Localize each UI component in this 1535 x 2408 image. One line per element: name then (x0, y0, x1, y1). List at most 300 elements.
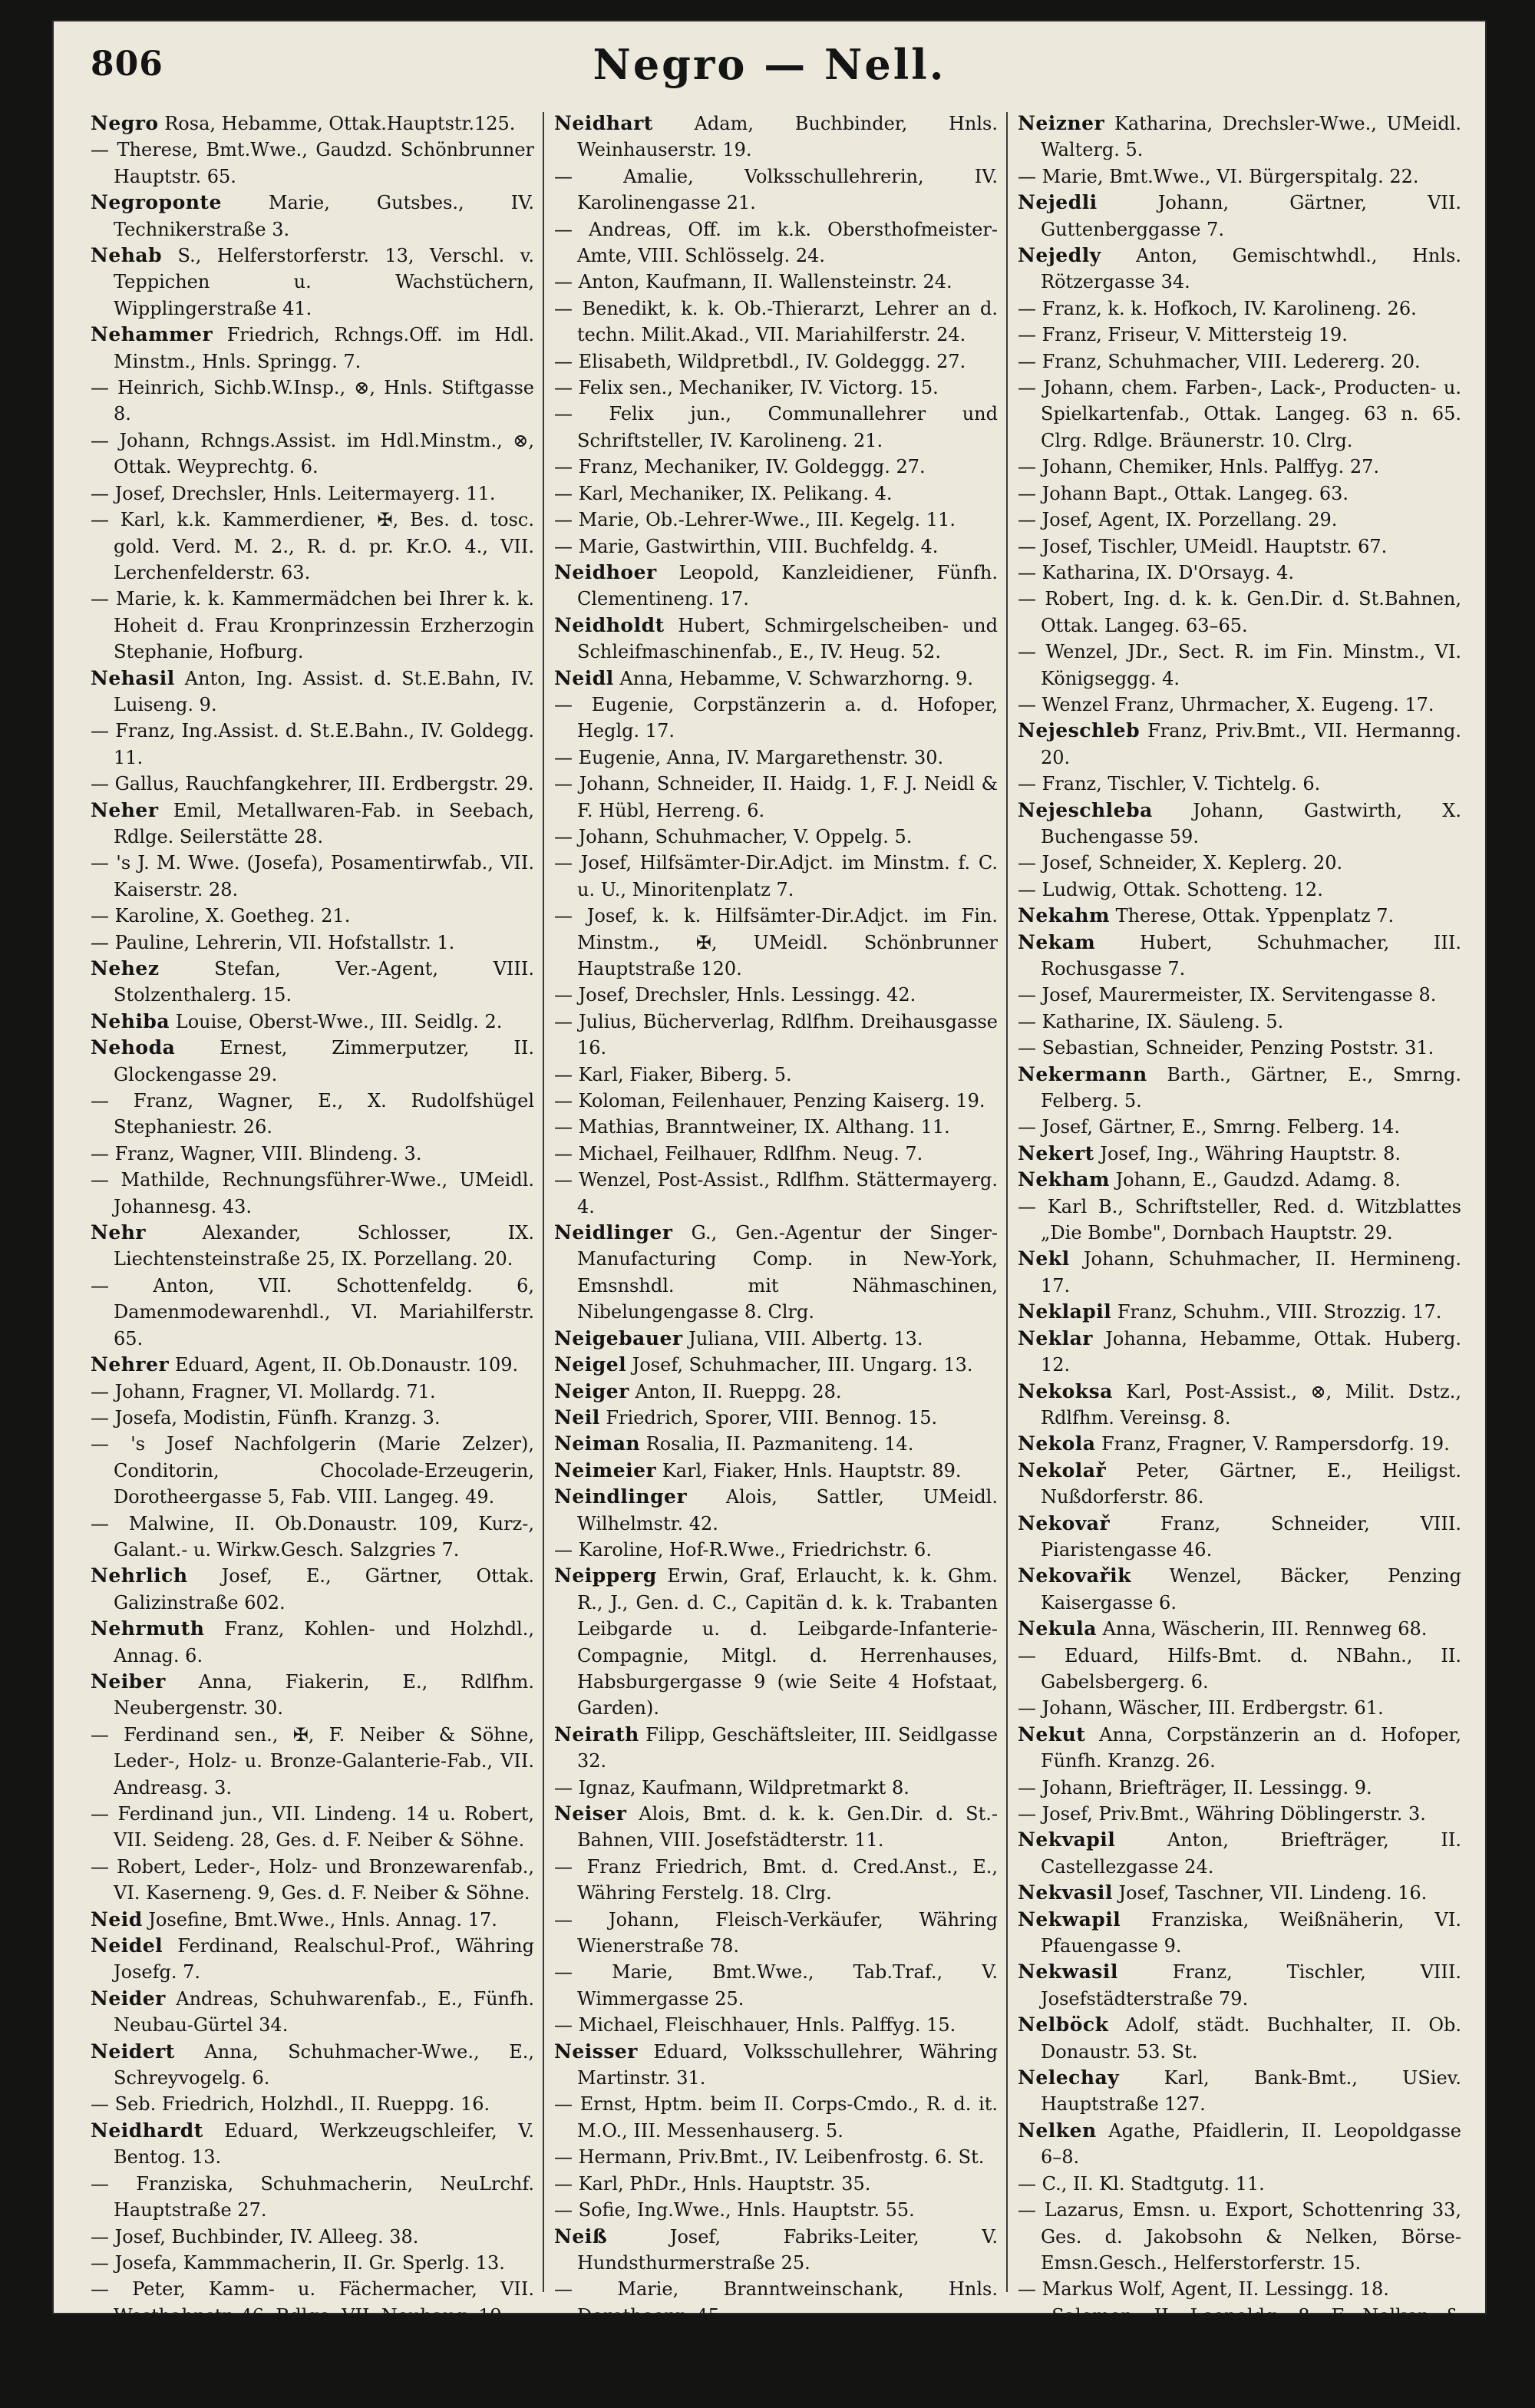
directory-entry (91, 1722, 534, 1801)
directory-entry (91, 1009, 534, 1035)
entry-text: Barth., Gärtner, E., Smrng. Felberg. 5. (1041, 1063, 1461, 1112)
directory-entry (1018, 1801, 1461, 1827)
entry-text: Johanna, Hebamme, Ottak. Huberg. 12. (1041, 1327, 1461, 1376)
directory-entry (1018, 243, 1461, 296)
directory-entry (1018, 322, 1461, 348)
directory-entry (1018, 2276, 1461, 2302)
directory-entry (1018, 1563, 1461, 1616)
entry-text: Karl, Fiaker, Hnls. Hauptstr. 89. (662, 1459, 962, 1481)
directory-entry (1018, 1880, 1461, 1906)
entry-surname: Nekermann (1018, 1062, 1147, 1085)
directory-entry (1018, 190, 1461, 243)
entry-surname: Nekahm (1018, 904, 1110, 927)
directory-entry (91, 666, 534, 718)
entry-surname: Neidhart (554, 112, 653, 134)
directory-entry (554, 2197, 998, 2223)
directory-entry (554, 1775, 998, 1801)
directory-entry (554, 1114, 998, 1140)
directory-entry (554, 666, 998, 692)
entry-text: Eduard, Werkzeugschleifer, V. Bentog. 13. (114, 2119, 534, 2169)
entry-text: Josef, Fabriks-Leiter, V. Hundsthurmerstraße 25. (577, 2225, 998, 2274)
directory-entry (91, 1379, 534, 1405)
directory-entry (1018, 1827, 1461, 1880)
directory-entry (1018, 111, 1461, 164)
entry-text: Anna, Wäscherin, III. Rennweg 68. (1102, 1618, 1428, 1640)
entry-text: Johann, E., Gaudzd. Adamg. 8. (1115, 1169, 1401, 1191)
entry-text: — Josef, Tischler, UMeidl. Hauptstr. 67. (1018, 535, 1388, 557)
entry-surname: Neidhoer (554, 560, 657, 583)
directory-entry (1018, 877, 1461, 903)
directory-entry (1018, 1907, 1461, 1960)
entry-text: — Josef, Drechsler, Hnls. Lessingg. 42. (554, 984, 916, 1006)
directory-entry (554, 401, 998, 454)
entry-text: Ferdinand, Realschul-Prof., Währing Josefg. 7. (114, 1935, 534, 1984)
entry-text: Franz, Schuhm., VIII. Strozzig. 17. (1117, 1301, 1442, 1323)
entry-text: Franz, Tischler, VIII. Josefstädterstraße 79. (1041, 1961, 1461, 2010)
entry-text: — Andreas, Off. im k.k. Obersthofmeister-Amte, VIII. Schlösselg. 24. (554, 218, 998, 267)
directory-entry (554, 903, 998, 982)
entry-text: Franziska, Weißnäherin, VI. Pfauengasse 9. (1041, 1908, 1461, 1957)
entry-text: Franz, Fragner, V. Rampersdorfg. 19. (1101, 1433, 1450, 1455)
directory-entry (91, 1616, 534, 1669)
entry-text: Erwin, Graf, Erlaucht, k. k. Ghm. R., J., Gen. d. C., Capitän d. k. k. Trabanten Leibgarde u. d. Leibgarde-Infanterie-Compagnie, Mitgl. d. Herrenhauses, Habsburgergasse 9 (wie Seite 4 Hofstaat, Garden). (577, 1565, 998, 1719)
directory-entry (554, 1722, 998, 1775)
directory-entry (1018, 2356, 1461, 2382)
directory-entry (1018, 1722, 1461, 1775)
entry-text: — Marie, k. k. Kammermädchen bei Ihrer k. k. Hoheit d. Frau Kronprinzessin Erzherzogin Stephanie, Hofburg. (91, 588, 534, 663)
entry-text: — Josefa, Kammmacherin, II. Gr. Sperlg. 13. (91, 2251, 505, 2274)
entry-text: — Josefa, Modistin, Fünfh. Kranzg. 3. (91, 1406, 441, 1429)
directory-entry (91, 1141, 534, 1167)
entry-text: Johann, Gärtner, VII. Guttenberggasse 7. (1041, 192, 1461, 240)
entry-text: Anton, II. Rueppg. 28. (635, 1380, 842, 1402)
entry-surname: Neil (554, 1405, 600, 1429)
entry-text: Franz, Schneider, VIII. Piaristengasse 46. (1041, 1512, 1461, 1561)
directory-entry (1018, 850, 1461, 876)
entry-text: Josef, Taschner, VII. Lindeng. 16. (1118, 1882, 1428, 1904)
directory-entry (554, 613, 998, 666)
entry-text: — Franz, Wagner, E., X. Rudolfshügel Stephaniestr. 26. (91, 1090, 534, 1138)
directory-entry (91, 322, 534, 375)
directory-entry (1018, 481, 1461, 507)
directory-entry (1018, 718, 1461, 771)
entry-text: — Mathias, Branntweiner, IX. Althang. 11. (554, 1116, 950, 1138)
entry-text: — Josef, Buchbinder, IV. Alleeg. 38. (91, 2225, 419, 2248)
directory-entry (91, 243, 534, 322)
entry-text: — Franz, Tischler, V. Tichtelg. 6. (1018, 773, 1321, 795)
entry-text: Anna, Fiakerin, E., Rdlfhm. Neubergenstr. 30. (114, 1670, 534, 1719)
entry-text: — Eugenie, Corpstänzerin a. d. Hofoper, Heglg. 17. (554, 693, 998, 742)
entry-text: — Johann, Chemiker, Hnls. Palffyg. 27. (1018, 456, 1380, 478)
entry-surname: Nehasil (91, 666, 175, 689)
directory-entry (554, 1405, 998, 1431)
entry-text: Louise, Oberst-Wwe., III. Seidlg. 2. (175, 1010, 503, 1032)
entry-surname: Nehrmuth (91, 1617, 205, 1640)
directory-entry (1018, 507, 1461, 533)
entry-text: — Karl, k.k. Kammerdiener, ✠, Bes. d. tosc. gold. Verd. M. 2., R. d. pr. Kr.O. 4., VII. Lerchenfelderstr. 63. (91, 509, 534, 583)
directory-entry (1018, 2171, 1461, 2197)
page-number: 806 (91, 45, 163, 84)
entry-text: Katharina, Drechsler-Wwe., UMeidl. Walterg. 5. (1041, 113, 1461, 161)
entry-text: — Felix sen., Mechaniker, IV. Victorg. 15. (554, 377, 939, 399)
entry-text: Alois, Bmt. d. k. k. Gen.Dir. d. St.-Bahnen, VIII. Josefstädterstr. 11. (577, 1803, 998, 1851)
entry-surname: Neiser (554, 1802, 627, 1825)
entry-surname: Nekl (1018, 1247, 1070, 1270)
directory-entry (554, 1801, 998, 1854)
entry-text: Karl, Post-Assist., ⊗, Milit. Dstz., Rdlfhm. Vereinsg. 8. (1041, 1380, 1461, 1429)
directory-entry (1018, 2118, 1461, 2171)
entry-text: Karl, Bank-Bmt., USiev. Hauptstraße 127. (1041, 2067, 1461, 2116)
entry-surname: Nehrlich (91, 1564, 188, 1587)
entry-text: Anton, Ing. Assist. d. St.E.Bahn, IV. Luiseng. 9. (114, 667, 534, 715)
directory-entry (91, 1088, 534, 1141)
entry-surname: Nehab (91, 244, 163, 267)
directory-entry (1018, 560, 1461, 586)
directory-entry (91, 507, 534, 586)
entry-surname: Neher (91, 798, 159, 821)
entry-text: — 's Josef Nachfolgerin (Marie Zelzer), Conditorin, Chocolade-Erzeugerin, Dorotheergasse 5, Fab. VIII. Langeg. 49. (91, 1433, 534, 1508)
entry-surname: Neiger (554, 1379, 629, 1402)
entry-surname: Nekolař (1018, 1458, 1107, 1481)
entry-text: Emil, Metallwaren-Fab. in Seebach, Rdlge. Seilerstätte 28. (114, 799, 534, 847)
directory-entry (91, 2171, 534, 2224)
directory-entry (91, 771, 534, 797)
entry-surname: Neirath (554, 1723, 639, 1746)
entry-surname: Nehez (91, 957, 160, 979)
directory-entry (554, 560, 998, 613)
entry-text: — Eugenie, Anna, IV. Margarethenstr. 30. (554, 746, 944, 768)
directory-entry (1018, 1141, 1461, 1167)
entry-text: — Karoline, X. Goetheg. 21. (91, 905, 351, 927)
directory-entry (91, 903, 534, 929)
directory-entry (91, 2118, 534, 2171)
entry-text: — Julius, Bücherverlag, Rdlfhm. Dreihausgasse 16. (554, 1010, 998, 1059)
entry-text: — Katharina, IX. D'Orsayg. 4. (1018, 561, 1294, 583)
directory-entry (554, 1009, 998, 1062)
directory-entry (91, 718, 534, 771)
entry-text: Alexander, Schlosser, IX. Liechtensteinstraße 25, IX. Porzellang. 20. (114, 1222, 534, 1270)
directory-entry (1018, 1695, 1461, 1721)
directory-entry (91, 1273, 534, 1352)
entry-text: — Wenzel Franz, Uhrmacher, X. Eugeng. 17. (1018, 693, 1434, 715)
directory-entry (91, 1669, 534, 1722)
directory-entry (1018, 1458, 1461, 1511)
entry-text: — Felix jun., Communallehrer und Schriftsteller, IV. Karolineng. 21. (554, 403, 998, 451)
directory-entry (554, 2039, 998, 2092)
entry-text: — Karl B., Schriftsteller, Red. d. Witzblattes „Die Bombe", Dornbach Hauptstr. 29. (1018, 1195, 1461, 1244)
entry-text: — Karl, Fiaker, Biberg. 5. (554, 1063, 792, 1085)
entry-text: Alois, Sattler, UMeidl. Wilhelmstr. 42. (577, 1486, 998, 1534)
directory-entry (91, 1167, 534, 1220)
entry-text: — Johann Bapt., Ottak. Langeg. 63. (1018, 482, 1348, 504)
directory-entry (1018, 533, 1461, 560)
entry-surname: Nejedli (1018, 191, 1098, 214)
entry-surname: Neindlinger (554, 1485, 688, 1508)
directory-entry (554, 692, 998, 745)
entry-surname: Nell (1018, 2383, 1064, 2406)
entry-surname: Nekola (1018, 1432, 1096, 1455)
entry-text: — 's J. M. Wwe. (Josefa), Posamentirwfab., VII. Kaiserstr. 28. (91, 852, 534, 900)
entry-text: — Taube, Confectionärin, II. Glockeng. 15. (1018, 2357, 1416, 2380)
directory-entry (91, 2091, 534, 2117)
directory-entry (554, 850, 998, 903)
entry-surname: Neigebauer (554, 1326, 683, 1349)
entry-surname: Nekvasil (1018, 1881, 1113, 1904)
entry-text: — Anton, Kaufmann, II. Wallensteinstr. 24. (554, 271, 952, 293)
entry-text: G., Gen.-Agentur der Singer-Manufacturing Comp. in New-York, Emsnshdl. mit Nähmaschinen, Nibelungengasse 8. Clrg. (577, 1222, 998, 1323)
entry-surname: Neipperg (554, 1564, 657, 1587)
directory-entry (91, 1801, 534, 1854)
directory-entry (1018, 1379, 1461, 1432)
directory-entry (91, 850, 534, 903)
entry-surname: Nekwapil (1018, 1908, 1121, 1931)
entry-text: — Elisabeth, Wildpretbdl., IV. Goldeggg. 27. (554, 350, 966, 372)
directory-entry (554, 2224, 998, 2277)
entry-text: — Johann, chem. Farben-, Lack-, Producten- u. Spielkartenfab., Ottak. Langeg. 63 n. 65. Clrg. Rdlge. Bräunerstr. 10. Clrg. (1018, 377, 1461, 451)
running-head: Negro — Nell. (593, 40, 946, 89)
page-header (54, 21, 1485, 112)
directory-entry (1018, 692, 1461, 718)
entry-surname: Nekula (1018, 1617, 1097, 1640)
directory-entry (91, 1035, 534, 1088)
entry-text: — Franz, k. k. Hofkoch, IV. Karolineng. 26. (1018, 297, 1417, 319)
directory-entry (554, 2171, 998, 2197)
entry-text: — Johann, Briefträger, II. Lessingg. 9. (1018, 1776, 1372, 1799)
entry-text: Eduard, Agent, II. Ob.Donaustr. 109. (174, 1354, 519, 1376)
entry-surname: Neidhardt (91, 2119, 203, 2142)
entry-text: Rosa, Hebamme, Ottak.Hauptstr.125. (164, 113, 516, 134)
entry-text: — Sofie, Ing.Wwe., Hnls. Hauptstr. 55. (554, 2199, 915, 2221)
directory-entry (91, 1933, 534, 1986)
directory-entry (1018, 771, 1461, 797)
entry-text: — Franz Friedrich, Bmt. d. Cred.Anst., E., Währing Ferstelg. 18. Clrg. (554, 1855, 998, 1904)
entry-text: Anna, Schuhmacher-Wwe., E., Schreyvogelg. 6. (114, 2040, 534, 2089)
entry-text: — Robert, Leder-, Holz- und Bronzewarenfab., VI. Kaserneng. 9, Ges. d. F. Neiber & Söhne. (91, 1855, 534, 1904)
entry-surname: Nekam (1018, 930, 1096, 953)
entry-surname: Nelböck (1018, 2013, 1109, 2036)
directory-entry (554, 1537, 998, 1563)
entry-text: Rosalia, II. Pazmaniteng. 14. (645, 1433, 914, 1455)
entry-text: Josef, E., Gärtner, Ottak. Galizinstraße 602. (114, 1565, 534, 1614)
directory-entry (1018, 982, 1461, 1008)
directory-entry (554, 1854, 998, 1907)
directory-entry (91, 1563, 534, 1616)
entry-surname: Nekut (1018, 1723, 1086, 1746)
directory-entry (1018, 2303, 1461, 2356)
directory-entry (1018, 2065, 1461, 2118)
directory-entry (1018, 1246, 1461, 1299)
entry-text: Marie, Gutsbes., IV. Technikerstraße 3. (114, 192, 534, 240)
directory-entry (1018, 586, 1461, 639)
directory-entry (1018, 1643, 1461, 1696)
entry-text: — Anton, VII. Schottenfeldg. 6, Damenmodewarenhdl., VI. Mariahilferstr. 65. (91, 1274, 534, 1349)
directory-entry (91, 375, 534, 428)
directory-entry (554, 1431, 998, 1457)
entry-text: — Sebastian, Schneider, Penzing Poststr. 31. (1018, 1037, 1434, 1059)
column-2 (554, 111, 998, 2353)
directory-entry (554, 269, 998, 295)
directory-entry (1018, 2382, 1461, 2408)
directory-entry (1018, 1167, 1461, 1193)
entry-text: — Franz, Friseur, V. Mittersteig 19. (1018, 324, 1348, 346)
directory-entry (1018, 1775, 1461, 1801)
directory-entry (554, 1141, 998, 1167)
entry-surname: Neizner (1018, 112, 1105, 134)
directory-entry (1018, 1431, 1461, 1457)
entry-surname: Nekovař (1018, 1511, 1111, 1534)
directory-entry (1018, 1035, 1461, 1061)
entry-surname: Nejeschleba (1018, 798, 1153, 821)
entry-text: — Josef, Drechsler, Hnls. Leitermayerg. 11. (91, 482, 496, 504)
directory-entry (554, 824, 998, 850)
directory-entry (554, 481, 998, 507)
entry-text: — Johann, Schneider, II. Haidg. 1, F. J. Neidl & F. Hübl, Herreng. 6. (554, 773, 998, 821)
directory-entry (554, 1484, 998, 1537)
directory-entry (91, 1854, 534, 1907)
entry-surname: Neiman (554, 1432, 641, 1455)
directory-entry (1018, 1616, 1461, 1642)
entry-surname: Nehoda (91, 1036, 176, 1059)
directory-entry (554, 1220, 998, 1326)
entry-surname: Neigel (554, 1353, 627, 1376)
directory-entry (1018, 639, 1461, 692)
directory-entry (554, 296, 998, 348)
entry-text: — Katharine, IX. Säuleng. 5. (1018, 1010, 1284, 1032)
directory-entry (91, 2250, 534, 2276)
directory-entry (91, 1511, 534, 1564)
entry-text: Anna, Hebamme, V. Schwarzhorng. 9. (619, 667, 974, 689)
entry-text: — Ferdinand sen., ✠, F. Neiber & Söhne, Leder-, Holz- u. Bronze-Galanterie-Fab., VII. Andreasg. 3. (91, 1723, 534, 1799)
directory-entry (91, 1986, 534, 2039)
entry-text: Hubert, Schuhmacher, III. Rochusgasse 7. (1041, 931, 1461, 979)
directory-entry (91, 190, 534, 243)
entry-text: Franz, Priv.Bmt., VII. Hermanng. 20. (1041, 720, 1461, 768)
entry-text: — Malwine, II. Ob.Donaustr. 109, Kurz-, Galant.- u. Wirkw.Gesch. Salzgries 7. (91, 1512, 534, 1561)
directory-entry (1018, 348, 1461, 375)
entry-text: — Eduard, Hilfs-Bmt. d. NBahn., II. Gabelsbergerg. 6. (1018, 1644, 1461, 1693)
entry-text: Ernest, Zimmerputzer, II. Glockengasse 29. (114, 1037, 534, 1085)
directory-entry (1018, 903, 1461, 929)
directory-entry (1018, 2197, 1461, 2276)
directory-entry (91, 798, 534, 851)
directory-entry (554, 375, 998, 401)
entry-text: — Hermann, Priv.Bmt., IV. Leibenfrostg. 6. St. (554, 2146, 985, 2169)
entry-surname: Neid (91, 1908, 143, 1931)
directory-entry (1018, 164, 1461, 190)
entry-text: Alex., Teppichmonteur, Salzgries 23. (1069, 2383, 1411, 2406)
entry-text: — Ernst, Hptm. beim II. Corps-Cmdo., R. d. it. M.O., III. Messenhauserg. 5. (554, 2093, 998, 2142)
entry-text: — Josef, Priv.Bmt., Währing Döblingerstr. 3. (1018, 1803, 1426, 1825)
entry-text: — Salomon, II. Leopoldg. 8, F. Nelken & Necheles, Pfaidler, II. Lilienbrunng. 5. (1018, 2304, 1461, 2353)
entry-text: Eduard, Volksschullehrer, Währing Martinstr. 31. (577, 2040, 998, 2089)
entry-text: Peter, Gärtner, E., Heiligst. Nußdorferstr. 86. (1041, 1459, 1461, 1508)
directory-entry (554, 2329, 998, 2355)
entry-surname: Nekham (1018, 1168, 1110, 1191)
directory-entry (91, 1220, 534, 1273)
entry-text: — Markus Wolf, Agent, II. Lessingg. 18. (1018, 2278, 1389, 2301)
entry-text: — Wenzel, JDr., Sect. R. im Fin. Minstm., VI. Königseggg. 4. (1018, 641, 1461, 689)
column-3 (1018, 111, 1461, 2406)
entry-surname: Neklapil (1018, 1300, 1112, 1323)
directory-entry (554, 1907, 998, 1960)
directory-entry (1018, 296, 1461, 322)
entry-surname: Neidel (91, 1934, 163, 1957)
directory-entry (91, 2276, 534, 2329)
directory-entry (554, 111, 998, 164)
directory-entry (554, 2276, 998, 2329)
entry-text: — Lazarus, Emsn. u. Export, Schottenring 33, Ges. d. Jakobsohn & Nelken, Börse-Emsn.Gesch., Helferstorferstr. 15. (1018, 2199, 1461, 2274)
entry-text: — Josef, k. k. Hilfsämter-Dir.Adjct. im Fin. Minstm., ✠, UMeidl. Schönbrunner Hauptstraße 120. (554, 905, 998, 979)
directory-entry (554, 1326, 998, 1352)
entry-text: Andreas, Schuhwarenfab., E., Fünfh. Neubau-Gürtel 34. (114, 1987, 534, 2036)
entry-surname: Nekoksa (1018, 1379, 1113, 1402)
entry-text: Adam, Buchbinder, Hnls. Weinhauserstr. 19. (577, 113, 998, 161)
directory-entry (1018, 930, 1461, 983)
entry-text: — Ludwig, Ottak. Schotteng. 12. (1018, 878, 1323, 900)
directory-entry (1018, 1194, 1461, 1247)
directory-entry (1018, 1959, 1461, 2012)
entry-text: Agathe, Pfaidlerin, II. Leopoldgasse 6–8. (1041, 2119, 1461, 2169)
entry-surname: Nekvapil (1018, 1828, 1116, 1851)
entry-text: Hubert, Schmirgelscheiben- und Schleifmaschinenfab., E., IV. Heug. 52. (577, 614, 998, 663)
directory-entry (91, 1352, 534, 1378)
entry-text: Filipp, Geschäftsleiter, III. Seidlgasse 32. (577, 1723, 998, 1772)
entry-text: — Johann, Schuhmacher, V. Oppelg. 5. (554, 825, 913, 847)
entry-text: — Gallus, Rauchfangkehrer, III. Erdbergstr. 29. (91, 773, 534, 795)
entry-text: — Amalie, Volksschullehrerin, IV. Karolinengasse 21. (554, 165, 998, 214)
directory-entry (1018, 1299, 1461, 1325)
entry-surname: Nekwasil (1018, 1960, 1118, 1984)
entry-text: Anton, Gemischtwhdl., Hnls. Rötzergasse 34. (1041, 245, 1461, 293)
entry-surname: Neiber (91, 1670, 166, 1693)
entry-surname: Nejedly (1018, 244, 1101, 267)
directory-entry (91, 1405, 534, 1431)
entry-surname: Neiß (554, 2225, 608, 2248)
directory-entry (554, 1062, 998, 1088)
entry-text: — Karl, Mechaniker, IX. Pelikang. 4. (554, 482, 893, 504)
entry-text: — Sylvester, Hnls. Dorotheerg. 45. (554, 2331, 879, 2353)
entry-surname: Nehrer (91, 1353, 170, 1376)
entry-text: Johann, Schuhmacher, II. Hermineng. 17. (1041, 1248, 1461, 1296)
entry-text: — Peter, Kamm- u. Fächermacher, VII. Westbahnstr. 46, Rdlge. VII. Neubaug. 19. (91, 2278, 534, 2327)
directory-entry (554, 348, 998, 375)
directory-entry (554, 1563, 998, 1721)
entry-text: — Ignaz, Kaufmann, Wildpretmarkt 8. (554, 1776, 909, 1799)
directory-entry (554, 771, 998, 824)
column-divider (1006, 112, 1008, 2292)
entry-text: — Mathilde, Rechnungsführer-Wwe., UMeidl. Johannesg. 43. (91, 1169, 534, 1217)
entry-text: — Seb. Friedrich, Holzhdl., II. Rueppg. 16. (91, 2093, 490, 2116)
directory-entry (554, 2091, 998, 2144)
directory-entry (1018, 2012, 1461, 2065)
entry-text: — Franziska, Schuhmacherin, NeuLrchf. Hauptstraße 27. (91, 2172, 534, 2221)
directory-entry (554, 1959, 998, 2012)
directory-entry (1018, 454, 1461, 480)
entry-surname: Neider (91, 1987, 166, 2010)
directory-entry (554, 1379, 998, 1405)
entry-text: — Karoline, Hof-R.Wwe., Friedrichstr. 6. (554, 1538, 932, 1561)
entry-text: Therese, Ottak. Yppenplatz 7. (1115, 905, 1395, 927)
entry-surname: Nehr (91, 1221, 147, 1244)
directory-entry (91, 111, 534, 137)
directory-entry (1018, 1511, 1461, 1564)
column-divider (543, 112, 544, 2292)
entry-text: — Marie, Bmt.Wwe., Tab.Traf., V. Wimmergasse 25. (554, 1961, 998, 2010)
directory-entry (91, 1907, 534, 1933)
entry-surname: Nehammer (91, 323, 213, 346)
entry-text: — Marie, Gastwirthin, VIII. Buchfeldg. 4. (554, 535, 939, 557)
entry-text: — Josef, Schneider, X. Keplerg. 20. (1018, 852, 1343, 874)
